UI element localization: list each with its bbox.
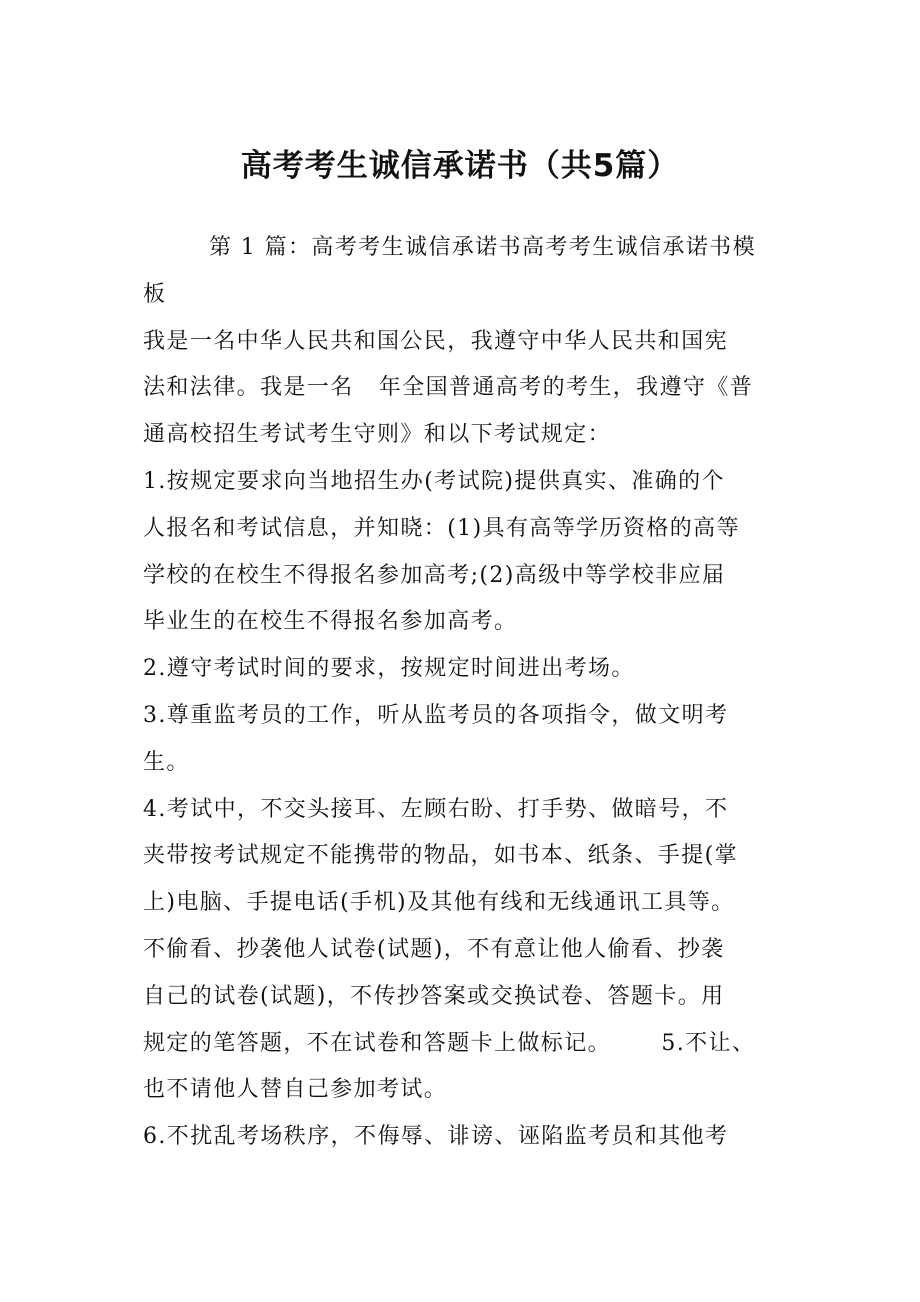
- document-title: 高考考生诚信承诺书（共5篇）: [240, 148, 680, 184]
- text-line: 1.按规定要求向当地招生办(考试院)提供真实、准确的个: [143, 468, 725, 494]
- text-line: 3.尊重监考员的工作，听从监考员的各项指令，做文明考: [143, 702, 729, 728]
- text-line: 6.不扰乱考场秩序，不侮辱、诽谤、诬陷监考员和其他考: [143, 1124, 729, 1150]
- text-line: 人报名和考试信息，并知晓：(1)具有高等学历资格的高等: [143, 515, 740, 541]
- text-line: 第 1 篇：高考考生诚信承诺书高考考生诚信承诺书模: [209, 235, 756, 260]
- text-line: 2.遵守考试时间的要求，按规定时间进出考场。: [143, 656, 635, 682]
- text-line: 规定的笔答题，不在试卷和答题卡上做标记。 5.不让、: [143, 1030, 756, 1056]
- text-line: 也不请他人替自己参加考试。: [143, 1077, 448, 1103]
- text-line: 法和法律。我是一名 年全国普通高考的考生，我遵守《普: [143, 375, 754, 401]
- text-line: 学校的在校生不得报名参加高考;(2)高级中等学校非应届: [143, 562, 726, 588]
- text-line: 不偷看、抄袭他人试卷(试题)，不有意让他人偷看、抄袭: [143, 936, 725, 962]
- text-line: 我是一名中华人民共和国公民，我遵守中华人民共和国宪: [143, 328, 729, 354]
- text-line: 毕业生的在校生不得报名参加高考。: [143, 609, 518, 635]
- text-line: 4.考试中，不交头接耳、左顾右盼、打手势、做暗号，不: [143, 796, 729, 822]
- text-line: 通高校招生考试考生守则》和以下考试规定：: [143, 422, 612, 448]
- text-line: 夹带按考试规定不能携带的物品，如书本、纸条、手提(掌: [143, 843, 738, 869]
- text-line: 生。: [143, 749, 190, 775]
- text-line: 自己的试卷(试题)，不传抄答案或交换试卷、答题卡。用: [143, 983, 725, 1009]
- text-line: 上)电脑、手提电话(手机)及其他有线和无线通讯工具等。: [143, 890, 735, 916]
- text-line: 板: [143, 281, 167, 307]
- document-body: [143, 225, 783, 1161]
